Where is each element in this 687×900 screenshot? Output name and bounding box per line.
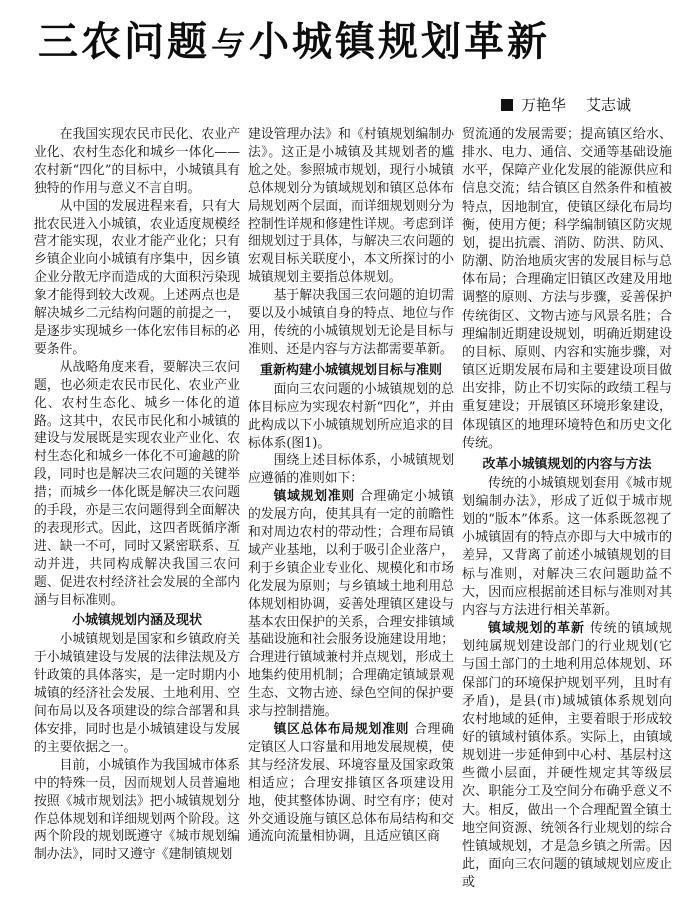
paragraph: 从中国的发展进程来看，只有大批农民进入小城镇，农业适度规模经营才能实现，农业才能产业化；只有乡镇企业向小城镇有序集中，因乡镇企业分散无序而造成的大面积污染现象才能得到较大改观。上述两点也是解决城乡二元结构问题的前提之一，是逐步实现城乡一体化宏伟目标的必要条件。 — [34, 198, 240, 357]
run-in-heading: 镇域规划准则 — [273, 489, 355, 505]
title-part-2: 小城镇规划革新 — [249, 19, 551, 65]
paragraph — [248, 721, 454, 846]
paragraph: 传统的小城镇规划套用《城市规划编制办法》，形成了近似于城市规划的“版本”体系。这一体系既忽视了小城镇固有的特点亦即与大中城市的差异，又背离了前述小城镇规划的目标与准则，对解决三农问题助益不大，因而应根据前述目标与准则对其内容与方法进行相关革新。 — [462, 475, 672, 618]
paragraph: 贸流通的发展需要；提高镇区给水、排水、电力、通信、交通等基础设施水平，保障产业化发展的能源供应和信息交流；结合镇区自然条件和植被特点，因地制宜，使镇区绿化布局均衡，使用方便；科学编制镇区防灾规划，提出抗震、消防、防洪、防风、防潮、防治地质灾害的发展目标与总体布局；合理确定旧镇区改建及用地调整的原则、方法与步骤，妥善保护传统街区、文物古迹与风景名胜；合理编制近期建设规划，明确近期建设的目标、原则、内容和实施步骤，对镇区近期发展布局和主要建设项目做出安排，防止不切实际的政绩工程与重复建设；开展镇区环境形象建设，体现镇区的地理环境特色和历史文化传统。 — [462, 127, 672, 451]
section-heading: 小城镇规划内涵及现状 — [71, 613, 202, 629]
paragraph: 基于解决我国三农问题的迫切需要以及小城镇自身的特点、地位与作用，传统的小城镇规划无论是目标与准则、还是内容与方法都需要革新。 — [248, 288, 454, 357]
paragraph: 面向三农问题的小城镇规划的总体目标应为实现农村新“四化”，并由此构成以下小城镇规划所应追求的目标体系(图1)。 — [248, 381, 454, 451]
author-byline — [501, 94, 631, 115]
paragraph — [462, 620, 672, 892]
paragraph: 从战略角度来看，要解决三农问题，也必须走农民市民化、农业产业化、农村生态化、城乡一体化的道路。这其中，农民市民化和小城镇的建设与发展既是实现农业产业化、农村生态化和城乡一体化不可逾越的阶段，同时也是解决三农问题的关键举措；而城乡一体化既是解决三农问题的手段，亦是三农问题得到全面解决的表现形式。因此，这四者既循序渐进、缺一不可，同时又紧密联系、互动并进，共同构成解决我国三农问题、促进农村经济社会发展的全部内涵与目标准则。 — [34, 359, 240, 608]
paragraph-text: 合理确定小城镇的发展方向，使其具有一定的前瞻性和对周边农村的带动性；合理布局镇域产业基地，以利于吸引企业落户，利于乡镇企业专业化、规模化和市场化发展为原则；与乡镇域土地利用总体规划相协调，妥善处理镇区建设与基本农田保护的关系，合理安排镇域基础设施和社会服务设施建设用地；合理进行镇域兼村并点规划，形成土地集约使用机制；合理确定镇域景观生态、文物古迹、绿色空间的保护要求与控制措施。 — [248, 489, 455, 720]
square-bullet-icon — [501, 99, 513, 111]
title-connector: 与 — [207, 25, 252, 63]
paragraph: 在我国实现农民市民化、农业产业化、农村生态化和城乡一体化——农村新“四化”的目标中，小城镇具有独特的作用与意义不言自明。 — [34, 127, 240, 196]
run-in-heading: 镇域规划的革新 — [488, 621, 585, 637]
column-3 — [462, 126, 672, 892]
column-1 — [34, 126, 240, 864]
section-heading: 改革小城镇规划的内容与方法 — [482, 456, 652, 472]
column-2 — [248, 126, 454, 846]
title-part-1: 三农问题 — [38, 19, 210, 65]
run-in-heading: 镇区总体布局规划准则 — [273, 722, 410, 737]
section-heading: 重新构建小城镇规划目标与准则 — [259, 362, 442, 378]
paragraph: 目前，小城镇作为我国城市体系中的特殊一员，因而规划人员普遍地按照《城市规划法》把小城镇规划分作总体规划和详细规划两个阶段。这两个阶段的规划既遵守《城市规划编制办法》，同时又遵守《建制镇规划 — [34, 757, 240, 863]
paragraph-text: 传统的镇域规划纯属规划建设部门的行业规划(它与国土部门的土地利用总体规划、环保部门的环境保护规划平列，且时有矛盾)，是县(市)域城镇体系规划向农村地域的延伸，主要着眼于形成较好的镇域村镇体系。实际上，由镇域规划进一步延伸到中心村、基层村这些微小层面，并硬性规定其等级层次、职能分工及空间分布确乎意义不大。相反，做出一个合理配置全镇土地空间资源、统领各行业规划的综合性镇域规划，才是急乡镇之所需。因此，面向三农问题的镇域规划应废止或 — [462, 621, 672, 891]
author-2: 艾志诚 — [585, 96, 631, 114]
paragraph — [248, 488, 454, 721]
paragraph: 小城镇规划是国家和乡镇政府关于小城镇建设与发展的法律法规及方针政策的具体落实，是一定时期内小城镇的经济社会发展、土地利用、空间布局以及各项建设的综合部署和具体安排，同时也是小城镇建设与发展的主要依据之一。 — [34, 632, 240, 755]
article-title — [38, 12, 658, 72]
paragraph: 围绕上述目标体系，小城镇规划应遵循的准则如下： — [248, 453, 454, 487]
paragraph-text: 合理确定镇区人口容量和用地发展规模，使其与经济发展、环境容量及国家政策相适应；合理安排镇区各项建设用地，使其整体协调、时空有序；使对外交通设施与镇区总体布局结构和交通流向流量相协调，且适应镇区商 — [248, 722, 455, 845]
author-1: 万艳华 — [520, 96, 566, 114]
paragraph: 建设管理办法》和《村镇规划编制办法》。这正是小城镇及其规划者的尴尬之处。参照城市规划，现行小城镇总体规划分为镇域规划和镇区总体布局规划两个层面，而详细规划则分为控制性详规和修建性详规。考虑到详细规划过于具体，与解决三农问题的宏观目标关联度小，本文所探讨的小城镇规划主要指总体规划。 — [248, 127, 454, 286]
